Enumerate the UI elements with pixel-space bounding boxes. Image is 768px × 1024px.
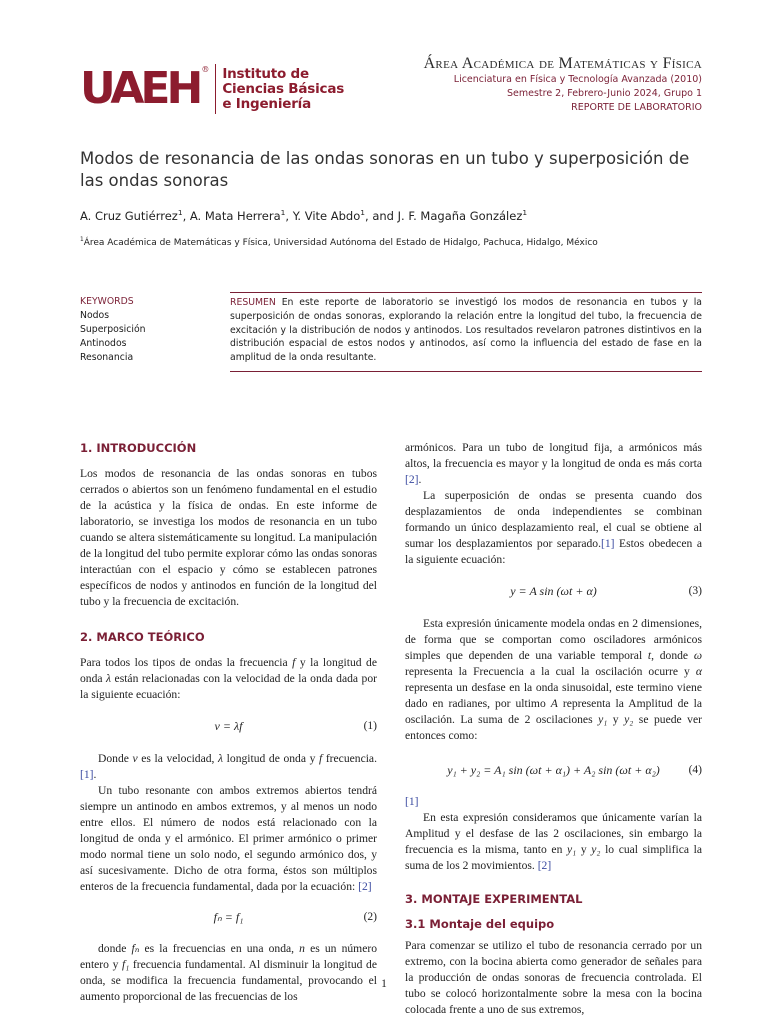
- author-name: Y. Vite Abdo: [292, 208, 361, 223]
- keyword-item: Antinodos: [80, 338, 127, 349]
- author-sup: 1: [360, 208, 366, 217]
- oscillation-paragraph: Esta expresión únicamente modela ondas en 2 dimensiones, de forma que se comportan como osciladores armónicos simples que dependen de una variable temporal t, donde ω representa la Frecuencia a la cual la oscilación ocurre y α representa un desfase en la onda sinusoidal, este termino viene dado en radianes, por ultimo A representa la Amplitud de la oscilación. La suma de 2 oscilaciones y₁ y y₂ se puede ver entonces como:: [405, 617, 702, 742]
- keyword-item: Superposición: [80, 324, 146, 335]
- affiliation-text: Área Académica de Matemáticas y Física, Universidad Autónoma del Estado de Hidalgo, Pachuca, Hidalgo, México: [83, 238, 598, 248]
- citation-link[interactable]: [2]: [537, 859, 552, 872]
- equation-3-body: y = A sin (ωt + α): [510, 584, 597, 598]
- author-name: A. Cruz Gutiérrez: [80, 208, 178, 223]
- keywords-block: [80, 295, 146, 365]
- institute-name-line3: e Ingeniería: [222, 95, 312, 112]
- affiliation: [80, 237, 598, 248]
- author-name: J. F. Magaña González: [397, 208, 523, 223]
- citation-link[interactable]: [2]: [358, 880, 372, 893]
- left-column: [80, 440, 377, 1005]
- theory-paragraph-3: Un tubo resonante con ambos extremos abiertos tendrá siempre un antinodo en ambos extremos, y al menos un nodo entre ellos. El número de nodos está relacionado con la longitud de onda y el armónico. El primer armónico o primer modo normal tiene un solo nodo, el segundo armónico dos, y así sucesivamente. Dicho de otra forma, éstos son múltiplos enteros de la frecuencia fundamental, dada por la ecuación: [2]: [80, 784, 377, 893]
- author-sup: 1: [280, 208, 286, 217]
- equation-1: [80, 718, 377, 736]
- author-separator: ,: [285, 208, 293, 223]
- equation-2-number: (2): [363, 911, 377, 923]
- equation-1-number: (1): [363, 720, 377, 732]
- equation-4-number: (4): [688, 764, 702, 776]
- abstract-text: En este reporte de laboratorio se investigó los modos de resonancia en tubos y la superposición de ondas sonoras, explorando la relación entre la longitud del tubo, la frecuencia de excitación y la distribución de nodos y antinodos. Los resultados revelaron patrones distintivos en la distribución espacial de estos nodos y antinodos, así como la influencia del estado de fase en la amplitud de la onda resultante.: [230, 297, 702, 364]
- section-heading-marco-teorico: 2. MARCO TEÓRICO: [80, 630, 205, 644]
- abstract-block: [230, 292, 702, 372]
- equation-4: [405, 762, 702, 780]
- citation-link[interactable]: [2]: [405, 473, 419, 486]
- equation-4-body: y₁ + y₂ = A₁ sin (ωt + α₁) + A₂ sin (ωt + α₂): [447, 763, 660, 777]
- setup-paragraph: Para comenzar se utilizo el tubo de resonancia cerrado por un extremo, con la bocina abierta como generador de señales para la producción de ondas sonoras de frecuencia controlada. El tubo se colocó horizontalmente sobre la mesa con la bocina colocada frente a uno de sus extremos,: [405, 939, 702, 1016]
- keyword-item: Nodos: [80, 310, 110, 321]
- right-column: [405, 440, 702, 1018]
- author-sup: 1: [177, 208, 183, 217]
- equation-2: [80, 909, 377, 927]
- equation-1-body: v = λf: [214, 719, 243, 733]
- affiliation-sup: 1: [80, 237, 84, 243]
- theory-paragraph-2: Donde v es la velocidad, λ longitud de onda y f frecuencia.[1].: [80, 752, 377, 781]
- intro-paragraph: Los modos de resonancia de las ondas sonoras en tubos cerrados o abiertos son un fenómeno fundamental en el estudio de la acústica y la física de ondas. En este informe de laboratorio, se investiga los modos de resonancia en un tubo cuando se altera sistemáticamente su longitud. La manipulación de la longitud del tubo permite explorar cómo las ondas sonoras interactúan con el espacio y cómo se establecen patrones específicos de nodos y antinodos en función de la longitud del tubo y la frecuencia de excitación.: [80, 467, 377, 608]
- equation-3-number: (3): [688, 585, 702, 597]
- equation-2-body: fₙ = f₁: [213, 910, 244, 924]
- author-separator: , and: [365, 208, 398, 223]
- section-heading-introduccion: 1. INTRODUCCIÓN: [80, 441, 197, 455]
- superposition-paragraph: La superposición de ondas se presenta cuando dos desplazamientos de onda independientes se combinan formando un único desplazamiento real, el cual se obtiene al sumar los desplazamientos por separado.[1] Estos obedecen a la siguiente ecuación:: [405, 489, 702, 566]
- abstract-label: RESUMEN: [230, 297, 276, 308]
- subsection-heading-montaje-equipo: 3.1 Montaje del equipo: [405, 917, 555, 931]
- citation-line: [405, 794, 702, 810]
- logo-divider: [215, 64, 216, 114]
- citation-link[interactable]: [1]: [600, 537, 615, 550]
- header-info: [424, 55, 702, 115]
- area-title: Área Académica de Matemáticas y Física: [423, 55, 702, 72]
- keyword-item: Resonancia: [80, 352, 134, 363]
- page-number: 1: [381, 978, 387, 990]
- section-heading-montaje: 3. MONTAJE EXPERIMENTAL: [405, 892, 583, 906]
- report-type: REPORTE DE LABORATORIO: [571, 102, 702, 113]
- institute-name: [222, 67, 344, 112]
- registered-mark-icon: ®: [201, 65, 210, 74]
- institute-name-line2: Ciencias Básicas: [222, 80, 345, 97]
- theory-paragraph-4: donde fₙ es la frecuencias en una onda, n es un número entero y f₁ frecuencia fundamental. Al disminuir la longitud de onda, se modifica la frecuencia fundamental, provocando el aumento proporcional de las frecuencias de los: [80, 942, 378, 1003]
- abstract-paragraph: [230, 296, 702, 365]
- author-name: A. Mata Herrera: [189, 208, 281, 223]
- author-sup: 1: [522, 208, 528, 217]
- institute-name-line1: Instituto de: [222, 65, 309, 82]
- theory-paragraph-1: Para todos los tipos de ondas la frecuencia f y la longitud de onda λ están relacionadas con la velocidad de la onda dada por la siguiente ecuación:: [80, 656, 378, 701]
- citation-link[interactable]: [1]: [405, 795, 419, 808]
- keywords-label: KEYWORDS: [80, 296, 134, 307]
- semester-line: Semestre 2, Febrero-Junio 2024, Grupo 1: [506, 88, 702, 99]
- citation-link[interactable]: [1]: [80, 768, 94, 781]
- institute-logo: [80, 63, 344, 115]
- author-separator: ,: [182, 208, 190, 223]
- equation-3: [405, 583, 702, 601]
- author-list: [80, 208, 527, 223]
- program-line: Licenciatura en Física y Tecnología Avanzada (2010): [453, 74, 702, 85]
- paper-title: Modos de resonancia de las ondas sonoras en un tubo y superposición de las ondas sonoras: [80, 149, 690, 190]
- uaeh-logo-mark: UAEH: [80, 63, 200, 114]
- sum-paragraph: En esta expresión consideramos que únicamente varían la Amplitud y el desfase de las 2 oscilaciones, sin embargo la frecuencia es la misma, tanto en y₁ y y₂ lo cual simplifica la suma de los 2 movimientos. [2]: [405, 811, 703, 872]
- theory-paragraph-5: armónicos. Para un tubo de longitud fija, a armónicos más altos, la frecuencia es mayor y la longitud de onda es más corta [2].: [405, 441, 702, 486]
